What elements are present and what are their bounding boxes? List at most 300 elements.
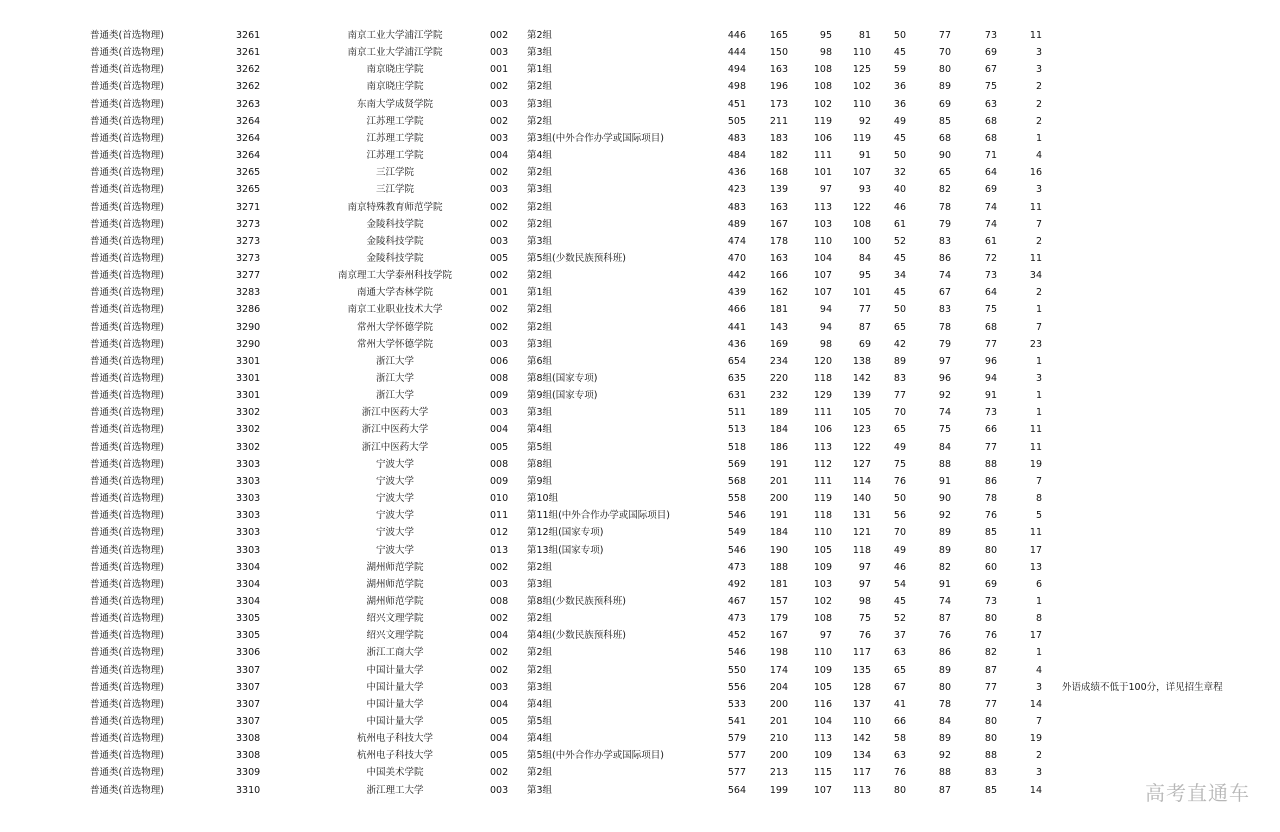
admission-type: 普通类(首选物理) xyxy=(90,407,164,419)
score-5: 50 xyxy=(893,304,906,316)
score-7: 78 xyxy=(984,493,997,505)
score-7: 69 xyxy=(984,578,997,590)
group-code: 001 xyxy=(490,64,509,76)
score-5: 54 xyxy=(893,578,906,590)
total-score: 498 xyxy=(727,81,746,93)
school-name: 常州大学怀德学院 xyxy=(356,321,433,333)
table-row xyxy=(0,181,1280,198)
score-2: 181 xyxy=(769,304,788,316)
score-3: 94 xyxy=(819,321,832,333)
score-8: 5 xyxy=(1035,510,1042,522)
school-name: 宁波大学 xyxy=(375,458,414,470)
admission-type: 普通类(首选物理) xyxy=(90,373,164,384)
school-code: 3308 xyxy=(236,750,261,762)
score-6: 65 xyxy=(938,167,951,179)
score-2: 200 xyxy=(769,750,788,762)
admission-type: 普通类(首选物理) xyxy=(90,270,164,282)
group-code: 002 xyxy=(490,304,509,316)
score-6: 89 xyxy=(938,664,951,676)
score-3: 118 xyxy=(813,510,832,522)
school-name: 中国计量大学 xyxy=(366,681,424,693)
score-7: 96 xyxy=(984,355,997,367)
table-row xyxy=(0,473,1280,490)
group-name: 第11组(中外合作办学或国际项目) xyxy=(527,510,671,522)
score-4: 107 xyxy=(852,167,871,179)
score-8: 4 xyxy=(1035,664,1042,676)
school-code: 3264 xyxy=(236,132,261,144)
group-name: 第3组 xyxy=(527,681,553,693)
score-5: 61 xyxy=(893,218,906,230)
group-name: 第2组 xyxy=(527,115,553,127)
school-code: 3302 xyxy=(236,424,261,436)
score-4: 135 xyxy=(852,664,871,676)
score-6: 74 xyxy=(938,270,951,282)
school-code: 3271 xyxy=(236,201,261,213)
group-code: 002 xyxy=(490,201,509,213)
score-7: 80 xyxy=(984,613,997,625)
school-code: 3301 xyxy=(236,373,261,384)
table-row xyxy=(0,662,1280,679)
school-code: 3273 xyxy=(236,252,261,264)
score-8: 7 xyxy=(1035,218,1042,230)
group-name: 第9组 xyxy=(527,475,553,487)
score-4: 97 xyxy=(858,561,871,573)
school-code: 3304 xyxy=(236,561,261,573)
score-8: 2 xyxy=(1035,98,1042,110)
score-3: 97 xyxy=(819,184,832,196)
score-4: 122 xyxy=(852,441,871,453)
score-4: 131 xyxy=(852,510,871,522)
total-score: 564 xyxy=(727,784,746,796)
score-7: 74 xyxy=(984,201,997,213)
score-6: 78 xyxy=(938,321,951,333)
score-4: 110 xyxy=(852,716,871,727)
group-name: 第3组 xyxy=(527,407,553,419)
score-4: 140 xyxy=(852,493,871,505)
score-8: 1 xyxy=(1035,355,1042,367)
score-7: 60 xyxy=(984,561,997,573)
table-row xyxy=(0,96,1280,113)
score-6: 74 xyxy=(938,595,951,607)
score-2: 163 xyxy=(769,64,788,76)
total-score: 473 xyxy=(727,561,746,573)
score-5: 63 xyxy=(893,647,906,659)
table-row xyxy=(0,730,1280,747)
score-8: 1 xyxy=(1035,595,1042,607)
score-8: 8 xyxy=(1035,613,1042,625)
school-code: 3301 xyxy=(236,355,261,367)
score-3: 113 xyxy=(813,201,832,213)
score-8: 11 xyxy=(1029,201,1042,213)
admission-type: 普通类(首选物理) xyxy=(90,595,164,607)
table-row xyxy=(0,507,1280,524)
admission-type: 普通类(首选物理) xyxy=(90,578,164,590)
score-2: 196 xyxy=(769,81,788,93)
score-2: 201 xyxy=(769,716,788,727)
score-7: 74 xyxy=(984,218,997,230)
score-2: 179 xyxy=(769,613,788,625)
group-code: 005 xyxy=(490,441,509,453)
score-6: 75 xyxy=(938,424,951,436)
group-code: 004 xyxy=(490,733,509,745)
group-code: 003 xyxy=(490,784,509,796)
score-4: 118 xyxy=(852,544,871,556)
table-row xyxy=(0,696,1280,713)
total-score: 492 xyxy=(727,578,746,590)
score-6: 86 xyxy=(938,252,951,264)
group-code: 011 xyxy=(490,510,509,522)
group-code: 003 xyxy=(490,681,509,693)
school-name: 宁波大学 xyxy=(375,510,414,522)
score-8: 14 xyxy=(1029,698,1042,710)
score-3: 105 xyxy=(813,544,832,556)
score-5: 45 xyxy=(893,287,906,299)
score-3: 112 xyxy=(813,458,832,470)
total-score: 451 xyxy=(727,98,746,110)
total-score: 568 xyxy=(727,475,746,487)
score-3: 113 xyxy=(813,441,832,453)
score-7: 75 xyxy=(984,304,997,316)
group-name: 第5组(少数民族预科班) xyxy=(527,252,626,264)
group-code: 002 xyxy=(490,30,509,41)
score-8: 2 xyxy=(1035,115,1042,127)
score-7: 68 xyxy=(984,115,997,127)
score-8: 11 xyxy=(1029,441,1042,453)
score-3: 119 xyxy=(813,115,832,127)
score-8: 16 xyxy=(1029,167,1042,179)
score-2: 204 xyxy=(769,681,788,693)
table-row xyxy=(0,456,1280,473)
score-5: 32 xyxy=(893,167,906,179)
score-6: 91 xyxy=(938,578,951,590)
group-name: 第2组 xyxy=(527,81,553,93)
score-5: 70 xyxy=(893,407,906,419)
group-code: 009 xyxy=(490,390,509,402)
score-4: 139 xyxy=(852,390,871,402)
school-code: 3265 xyxy=(236,184,261,196)
school-code: 3286 xyxy=(236,304,261,316)
group-name: 第3组 xyxy=(527,338,553,350)
admission-type: 普通类(首选物理) xyxy=(90,218,164,230)
table-row xyxy=(0,782,1280,799)
score-4: 97 xyxy=(858,578,871,590)
group-name: 第9组(国家专项) xyxy=(527,390,598,402)
school-name: 杭州电子科技大学 xyxy=(356,733,433,745)
score-4: 119 xyxy=(852,132,871,144)
score-6: 78 xyxy=(938,201,951,213)
total-score: 474 xyxy=(727,235,746,247)
school-code: 3303 xyxy=(236,510,261,522)
school-name: 中国计量大学 xyxy=(366,664,424,676)
score-5: 77 xyxy=(893,390,906,402)
score-8: 23 xyxy=(1029,338,1042,350)
score-6: 92 xyxy=(938,390,951,402)
score-5: 45 xyxy=(893,252,906,264)
table-row xyxy=(0,387,1280,404)
score-3: 111 xyxy=(813,475,832,487)
score-3: 111 xyxy=(813,150,832,162)
score-2: 178 xyxy=(769,235,788,247)
group-name: 第1组 xyxy=(527,64,553,76)
school-name: 绍兴文理学院 xyxy=(366,630,424,642)
score-6: 91 xyxy=(938,475,951,487)
score-6: 83 xyxy=(938,304,951,316)
score-6: 97 xyxy=(938,355,951,367)
school-code: 3305 xyxy=(236,613,261,625)
score-8: 19 xyxy=(1029,733,1042,745)
score-3: 103 xyxy=(813,218,832,230)
school-name: 南京晓庄学院 xyxy=(366,64,424,76)
score-2: 157 xyxy=(769,595,788,607)
school-name: 南京工业大学浦江学院 xyxy=(347,30,443,41)
admission-type: 普通类(首选物理) xyxy=(90,630,164,642)
school-name: 宁波大学 xyxy=(375,527,414,539)
score-4: 108 xyxy=(852,218,871,230)
score-7: 88 xyxy=(984,458,997,470)
score-6: 78 xyxy=(938,698,951,710)
score-8: 3 xyxy=(1035,373,1042,384)
group-code: 006 xyxy=(490,355,509,367)
table-row xyxy=(0,199,1280,216)
group-name: 第1组 xyxy=(527,287,553,299)
score-7: 80 xyxy=(984,733,997,745)
table-row xyxy=(0,319,1280,336)
group-name: 第2组 xyxy=(527,613,553,625)
school-name: 三江学院 xyxy=(375,167,414,179)
group-name: 第2组 xyxy=(527,561,553,573)
score-3: 109 xyxy=(813,664,832,676)
score-8: 11 xyxy=(1029,30,1042,41)
score-3: 115 xyxy=(813,767,832,779)
score-2: 162 xyxy=(769,287,788,299)
total-score: 483 xyxy=(727,201,746,213)
score-6: 84 xyxy=(938,441,951,453)
school-name: 中国计量大学 xyxy=(366,716,424,727)
score-4: 98 xyxy=(858,595,871,607)
school-name: 常州大学怀德学院 xyxy=(356,338,433,350)
group-code: 004 xyxy=(490,424,509,436)
score-3: 119 xyxy=(813,493,832,505)
school-code: 3273 xyxy=(236,235,261,247)
table-row xyxy=(0,593,1280,610)
score-2: 220 xyxy=(769,373,788,384)
score-8: 3 xyxy=(1035,64,1042,76)
score-7: 77 xyxy=(984,338,997,350)
table-row xyxy=(0,439,1280,456)
admission-type: 普通类(首选物理) xyxy=(90,441,164,453)
score-2: 190 xyxy=(769,544,788,556)
total-score: 511 xyxy=(727,407,746,419)
group-code: 002 xyxy=(490,321,509,333)
score-7: 69 xyxy=(984,184,997,196)
group-code: 005 xyxy=(490,716,509,727)
score-2: 167 xyxy=(769,218,788,230)
score-5: 52 xyxy=(893,613,906,625)
total-score: 505 xyxy=(727,115,746,127)
score-8: 17 xyxy=(1029,630,1042,642)
score-3: 106 xyxy=(813,132,832,144)
score-4: 92 xyxy=(858,115,871,127)
score-6: 88 xyxy=(938,458,951,470)
total-score: 577 xyxy=(727,767,746,779)
total-score: 558 xyxy=(727,493,746,505)
total-score: 452 xyxy=(727,630,746,642)
score-6: 96 xyxy=(938,373,951,384)
school-name: 南京晓庄学院 xyxy=(366,81,424,93)
score-4: 125 xyxy=(852,64,871,76)
school-code: 3307 xyxy=(236,698,261,710)
score-6: 85 xyxy=(938,115,951,127)
group-name: 第8组(少数民族预科班) xyxy=(527,595,626,607)
score-2: 173 xyxy=(769,98,788,110)
score-2: 191 xyxy=(769,510,788,522)
score-8: 7 xyxy=(1035,475,1042,487)
school-code: 3262 xyxy=(236,81,261,93)
total-score: 446 xyxy=(727,30,746,41)
group-name: 第5组(中外合作办学或国际项目) xyxy=(527,750,664,762)
score-5: 56 xyxy=(893,510,906,522)
score-8: 2 xyxy=(1035,287,1042,299)
school-name: 中国计量大学 xyxy=(366,698,424,710)
admission-type: 普通类(首选物理) xyxy=(90,355,164,367)
score-2: 199 xyxy=(769,784,788,796)
score-3: 102 xyxy=(813,595,832,607)
admission-type: 普通类(首选物理) xyxy=(90,287,164,299)
group-name: 第2组 xyxy=(527,767,553,779)
admission-type: 普通类(首选物理) xyxy=(90,647,164,659)
score-2: 163 xyxy=(769,201,788,213)
score-3: 108 xyxy=(813,81,832,93)
school-code: 3261 xyxy=(236,47,261,59)
admission-type: 普通类(首选物理) xyxy=(90,81,164,93)
score-7: 71 xyxy=(984,150,997,162)
score-2: 234 xyxy=(769,355,788,367)
score-4: 123 xyxy=(852,424,871,436)
school-code: 3302 xyxy=(236,407,261,419)
group-code: 003 xyxy=(490,407,509,419)
total-score: 577 xyxy=(727,750,746,762)
score-6: 68 xyxy=(938,132,951,144)
table-row xyxy=(0,713,1280,730)
group-code: 004 xyxy=(490,150,509,162)
school-code: 3290 xyxy=(236,321,261,333)
score-7: 73 xyxy=(984,270,997,282)
score-2: 200 xyxy=(769,698,788,710)
school-code: 3307 xyxy=(236,664,261,676)
total-score: 483 xyxy=(727,132,746,144)
score-5: 41 xyxy=(893,698,906,710)
admission-type: 普通类(首选物理) xyxy=(90,98,164,110)
total-score: 569 xyxy=(727,458,746,470)
score-5: 42 xyxy=(893,338,906,350)
score-6: 87 xyxy=(938,784,951,796)
score-3: 118 xyxy=(813,373,832,384)
admission-type: 普通类(首选物理) xyxy=(90,733,164,745)
school-name: 浙江大学 xyxy=(375,373,414,384)
group-code: 009 xyxy=(490,475,509,487)
total-score: 546 xyxy=(727,647,746,659)
table-row xyxy=(0,421,1280,438)
total-score: 473 xyxy=(727,613,746,625)
score-2: 150 xyxy=(769,47,788,59)
school-code: 3303 xyxy=(236,527,261,539)
score-4: 114 xyxy=(852,475,871,487)
group-name: 第2组 xyxy=(527,304,553,316)
school-name: 南京特殊教育师范学院 xyxy=(347,201,443,213)
school-code: 3261 xyxy=(236,30,261,41)
score-4: 101 xyxy=(852,287,871,299)
score-8: 3 xyxy=(1035,681,1042,693)
school-code: 3273 xyxy=(236,218,261,230)
score-2: 198 xyxy=(769,647,788,659)
score-5: 46 xyxy=(893,201,906,213)
group-code: 012 xyxy=(490,527,509,539)
score-6: 69 xyxy=(938,98,951,110)
table-row xyxy=(0,404,1280,421)
group-code: 002 xyxy=(490,270,509,282)
score-4: 69 xyxy=(858,338,871,350)
total-score: 556 xyxy=(727,681,746,693)
school-name: 湖州师范学院 xyxy=(366,595,424,607)
score-6: 92 xyxy=(938,510,951,522)
group-name: 第2组 xyxy=(527,201,553,213)
score-3: 108 xyxy=(813,613,832,625)
score-3: 107 xyxy=(813,287,832,299)
table-row xyxy=(0,610,1280,627)
score-8: 7 xyxy=(1035,716,1042,727)
table-row xyxy=(0,233,1280,250)
group-name: 第2组 xyxy=(527,30,553,41)
score-5: 89 xyxy=(893,355,906,367)
school-name: 浙江中医药大学 xyxy=(361,407,429,419)
admission-type: 普通类(首选物理) xyxy=(90,304,164,316)
score-2: 213 xyxy=(769,767,788,779)
score-6: 74 xyxy=(938,407,951,419)
table-row xyxy=(0,627,1280,644)
school-name: 中国美术学院 xyxy=(366,767,424,779)
score-7: 87 xyxy=(984,664,997,676)
admission-type: 普通类(首选物理) xyxy=(90,150,164,162)
school-code: 3277 xyxy=(236,270,261,282)
score-6: 76 xyxy=(938,630,951,642)
table-row xyxy=(0,250,1280,267)
total-score: 484 xyxy=(727,150,746,162)
group-code: 002 xyxy=(490,167,509,179)
total-score: 489 xyxy=(727,218,746,230)
table-row xyxy=(0,353,1280,370)
score-8: 1 xyxy=(1035,304,1042,316)
score-8: 1 xyxy=(1035,647,1042,659)
table-row xyxy=(0,336,1280,353)
score-5: 76 xyxy=(893,767,906,779)
table-row xyxy=(0,490,1280,507)
total-score: 654 xyxy=(727,355,746,367)
score-3: 97 xyxy=(819,630,832,642)
group-code: 008 xyxy=(490,458,509,470)
score-6: 89 xyxy=(938,81,951,93)
score-5: 46 xyxy=(893,561,906,573)
school-code: 3305 xyxy=(236,630,261,642)
admission-type: 普通类(首选物理) xyxy=(90,784,164,796)
score-4: 117 xyxy=(852,767,871,779)
admission-type: 普通类(首选物理) xyxy=(90,458,164,470)
total-score: 546 xyxy=(727,544,746,556)
score-7: 67 xyxy=(984,64,997,76)
score-8: 11 xyxy=(1029,252,1042,264)
score-6: 84 xyxy=(938,716,951,727)
score-5: 49 xyxy=(893,115,906,127)
score-5: 59 xyxy=(893,64,906,76)
